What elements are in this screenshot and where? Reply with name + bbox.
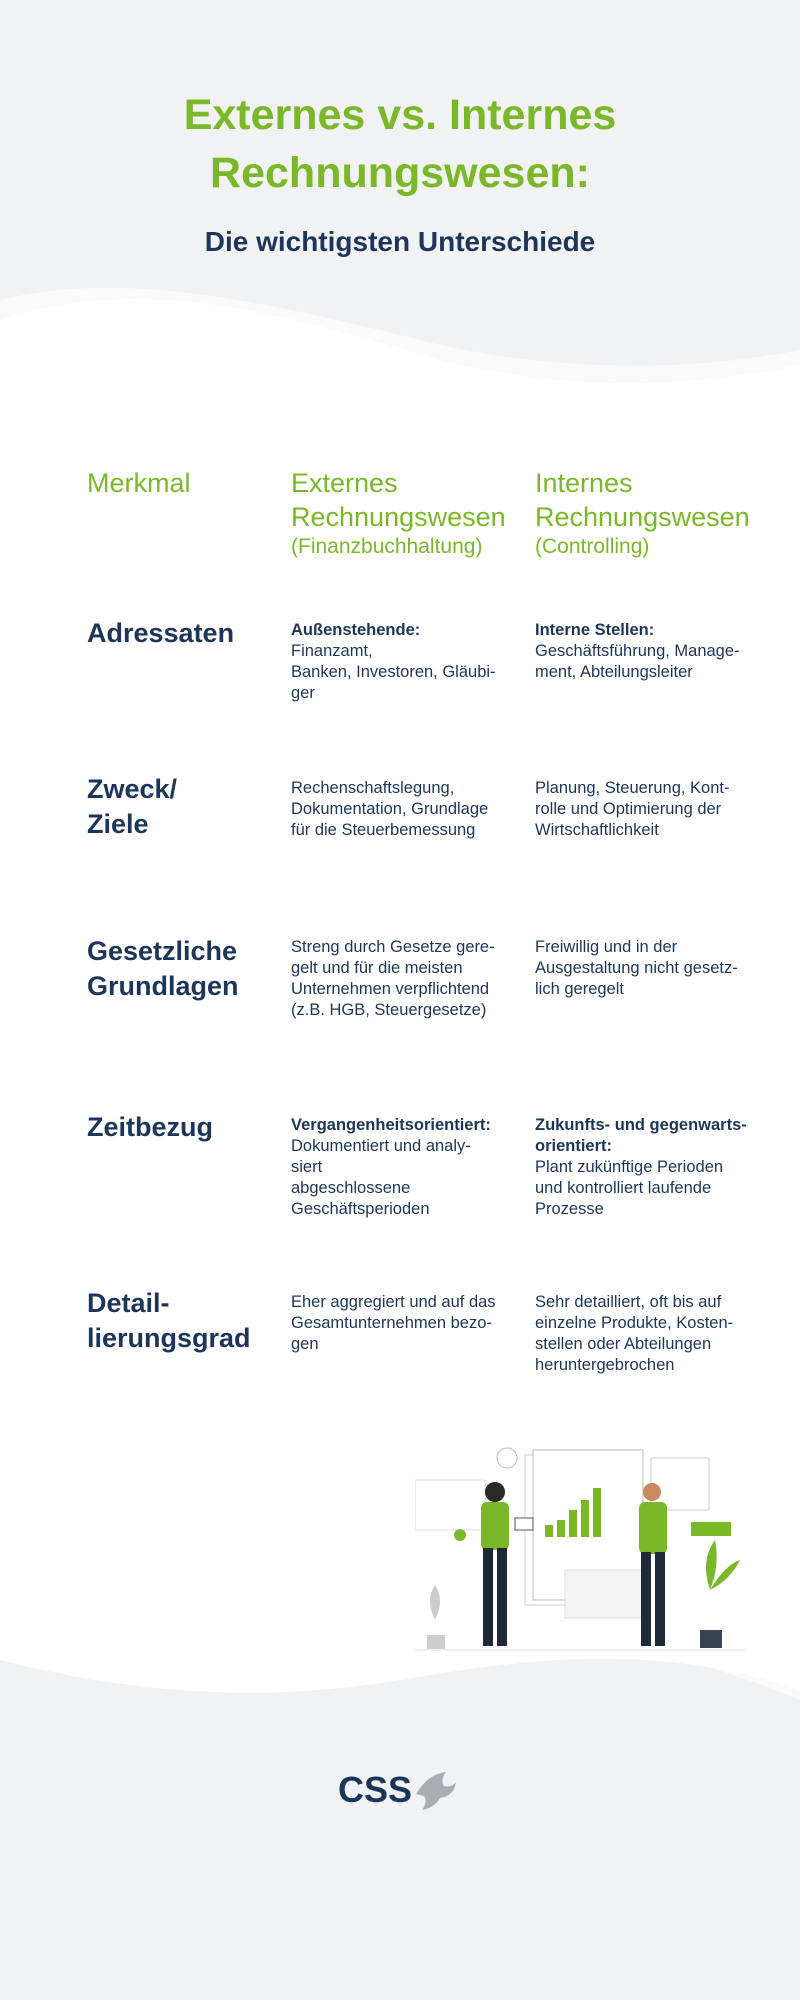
cell-internal-detail: Sehr detailliert, oft bis auf einzelne Produkte, Kosten- stellen oder Abteilungen heruntergebrochen — [535, 1293, 734, 1374]
cell-internal-zweck: Planung, Steuerung, Kont- rolle und Optimierung der Wirtschaftlichkeit — [535, 779, 730, 839]
logo-text: CSS — [338, 1769, 413, 1810]
cell-external-zeitbezug — [291, 1115, 521, 1220]
css-logo — [338, 1764, 458, 1819]
cell-bold: Vergangenheitsorientiert: — [291, 1116, 491, 1134]
cell-bold: Zukunfts- und gegenwarts- orientiert: — [535, 1116, 747, 1155]
page-title: Externes vs. Internes Rechnungswesen: — [183, 91, 617, 197]
header-external-title: Externes Rechnungswesen — [291, 468, 506, 532]
cell-external-detail: Eher aggregiert und auf das Gesamtunternehmen bezo- gen — [291, 1293, 496, 1353]
cell-text: Finanzamt, Banken, Investoren, Gläubi- ger — [291, 642, 496, 702]
cell-text: Dokumentiert und analy- siert abgeschlossene Geschäftsperioden — [291, 1137, 471, 1218]
cell-external-adressaten — [291, 620, 521, 704]
cell-external-grundlagen: Streng durch Gesetze gere- gelt und für die meisten Unternehmen verpflichtend (z.B. HGB, Steuergesetze) — [291, 938, 495, 1019]
header-external — [291, 466, 506, 560]
header-internal — [535, 466, 750, 560]
cell-internal-zeitbezug — [535, 1115, 765, 1220]
cell-text: Geschäftsführung, Manage- ment, Abteilungsleiter — [535, 642, 740, 681]
header-external-sub: (Finanzbuchhaltung) — [291, 535, 483, 558]
row-label-zweck: Zweck/ Ziele — [87, 774, 178, 839]
row-label-zeitbezug: Zeitbezug — [87, 1112, 213, 1142]
header-internal-sub: (Controlling) — [535, 535, 650, 558]
header-internal-title: Internes Rechnungswesen — [535, 468, 750, 532]
cell-bold: Interne Stellen: — [535, 621, 655, 639]
row-label-adressaten: Adressaten — [87, 618, 235, 648]
row-label-detaillierungsgrad: Detail- lierungsgrad — [87, 1288, 251, 1353]
row-label-grundlagen: Gesetzliche Grundlagen — [87, 936, 239, 1001]
cell-internal-grundlagen: Freiwillig und in der Ausgestaltung nicht gesetz- lich geregelt — [535, 938, 738, 998]
header-feature: Merkmal — [87, 468, 191, 498]
cell-internal-adressaten — [535, 620, 765, 683]
business-analytics-illustration — [415, 1440, 745, 1665]
cell-bold: Außenstehende: — [291, 621, 421, 639]
css-logo-mark — [338, 1764, 458, 1814]
page-subtitle: Die wichtigsten Unterschiede — [204, 226, 596, 257]
cell-text: Plant zukünftige Perioden und kontrolliert laufende Prozesse — [535, 1158, 724, 1218]
cell-external-zweck: Rechenschaftslegung, Dokumentation, Grundlage für die Steuerbemessung — [291, 779, 489, 839]
